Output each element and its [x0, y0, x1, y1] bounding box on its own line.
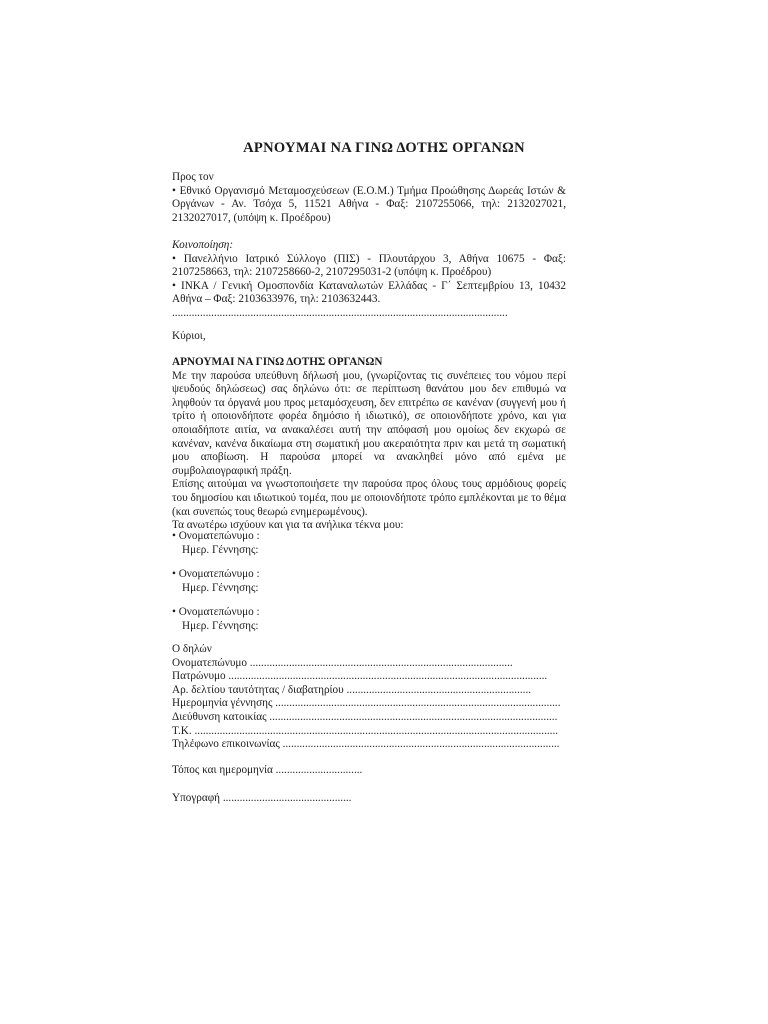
- body-paragraph-3: Τα ανωτέρω ισχύουν και για τα ανήλικα τέκνα μου:: [172, 519, 404, 532]
- place-and-date: Τόπος και ημερομηνία ...............................: [172, 764, 363, 776]
- body-heading: ΑΡΝΟΥΜΑΙ ΝΑ ΓΙΝΩ ΔΟΤΗΣ ΟΡΓΑΝΩΝ: [172, 356, 383, 368]
- body-paragraph-1: Με την παρούσα υπεύθυνη δήλωσή μου, (γνωρίζοντας τις συνέπειες του νόμου περί ψευδούς δηλώσεως) σας δηλώνω ότι: σε περίπτωση θανάτου μου δεν επιθυμώ να ληφθούν τα όργανά μου προς μεταμόσχευση, δεν επιτρέπω σε κανέναν (συγγενή μου ή τρίτο ή οποιονδήποτε φορέα δημόσιο ή ιδιωτικό), σε οποιονδήποτε χρόνο, και για οποιαδήποτε αιτία, να ανακαλέσει αυτή την απόφασή μου ομοίως δεν εκχωρώ σε κανέναν, κανένα δικαίωμα στη σωματική μου ακεραιότητα πριν και μετά τη σωματική μου αποβίωση. Η παρούσα μπορεί να ανακληθεί μόνο από εμένα με συμβολαιογραφική πράξη.: [172, 369, 566, 477]
- field-father-name: Πατρώνυμο ..................................................................................................................: [172, 670, 548, 683]
- cc-item-inka: • ΙΝΚΑ / Γενική Ομοσπονδία Καταναλωτών Ελλάδας - Γ΄ Σεπτεμβρίου 13, 10432 Αθήνα – Φαξ: 2103633976, τηλ: 2103632443.: [172, 279, 566, 306]
- field-postal-code: Τ.Κ. ..................................................................................................................................: [172, 724, 559, 737]
- salutation: Κύριοι,: [172, 330, 206, 342]
- field-id-number: Αρ. δελτίου ταυτότητας / διαβατηρίου ..................................................................: [172, 683, 532, 696]
- child-entry-3: [172, 606, 566, 633]
- child-birth-label: Ημερ. Γέννησης:: [182, 543, 259, 556]
- child-birth-label: Ημερ. Γέννησης:: [182, 581, 259, 594]
- cc-block: [172, 239, 566, 321]
- child-entry-2: [172, 568, 566, 595]
- child-entry-1: [172, 530, 566, 557]
- declaration-body: [172, 356, 566, 533]
- body-paragraph-2: Επίσης αιτούμαι να γνωστοποιήσετε την παρούσα προς όλους τους αρμόδιους φορείς του δημοσίου και ιδιωτικού τομέα, που με οποιονδήποτε τρόπο εμπλέκονται με το θέμα (και συνεπώς τους θεωρώ ενημερωμένους).: [172, 478, 566, 518]
- field-birth-date: Ημερομηνία γέννησης ......................................................................................................: [172, 697, 561, 710]
- cc-heading: Κοινοποίηση:: [172, 239, 234, 251]
- recipients-heading: Προς τον: [172, 171, 214, 183]
- declarant-fields: [172, 643, 566, 752]
- field-address: Διεύθυνση κατοικίας .......................................................................................................: [172, 710, 558, 723]
- child-birth-label: Ημερ. Γέννησης:: [182, 619, 259, 632]
- separator-dots: ........................................................................................................................: [172, 306, 508, 319]
- child-name-label: • Ονοματεπώνυμο :: [172, 530, 260, 542]
- recipients-block: [172, 171, 566, 225]
- declarant-heading: Ο δηλών: [172, 643, 212, 655]
- document-title: ΑΡΝΟΥΜΑΙ ΝΑ ΓΙΝΩ ΔΟΤΗΣ ΟΡΓΑΝΩΝ: [243, 140, 525, 156]
- recipient-item: • Εθνικό Οργανισμό Μεταμοσχεύσεων (Ε.Ο.Μ.) Τμήμα Προώθησης Δωρεάς Ιστών & Οργάνων - Αν. Τσόχα 5, 11521 Αθήνα - Φαξ: 2107255066, τηλ: 2132027021, 2132027017, (υπόψη κ. Προέδρου): [172, 184, 566, 224]
- field-full-name: Ονοματεπώνυμο ..............................................................................................: [172, 656, 513, 669]
- cc-item-pis: • Πανελλήνιο Ιατρικό Σύλλογο (ΠΙΣ) - Πλουτάρχου 3, Αθήνα 10675 - Φαξ: 2107258663, τηλ: 2107258660-2, 2107295031-2 (υπόψη κ. Προέδρου): [172, 252, 566, 279]
- signature-line: Υπογραφή ..............................................: [172, 792, 352, 804]
- field-phone: Τηλέφωνο επικοινωνίας ...................................................................................................: [172, 738, 560, 751]
- child-name-label: • Ονοματεπώνυμο :: [172, 568, 260, 580]
- child-name-label: • Ονοματεπώνυμο :: [172, 606, 260, 618]
